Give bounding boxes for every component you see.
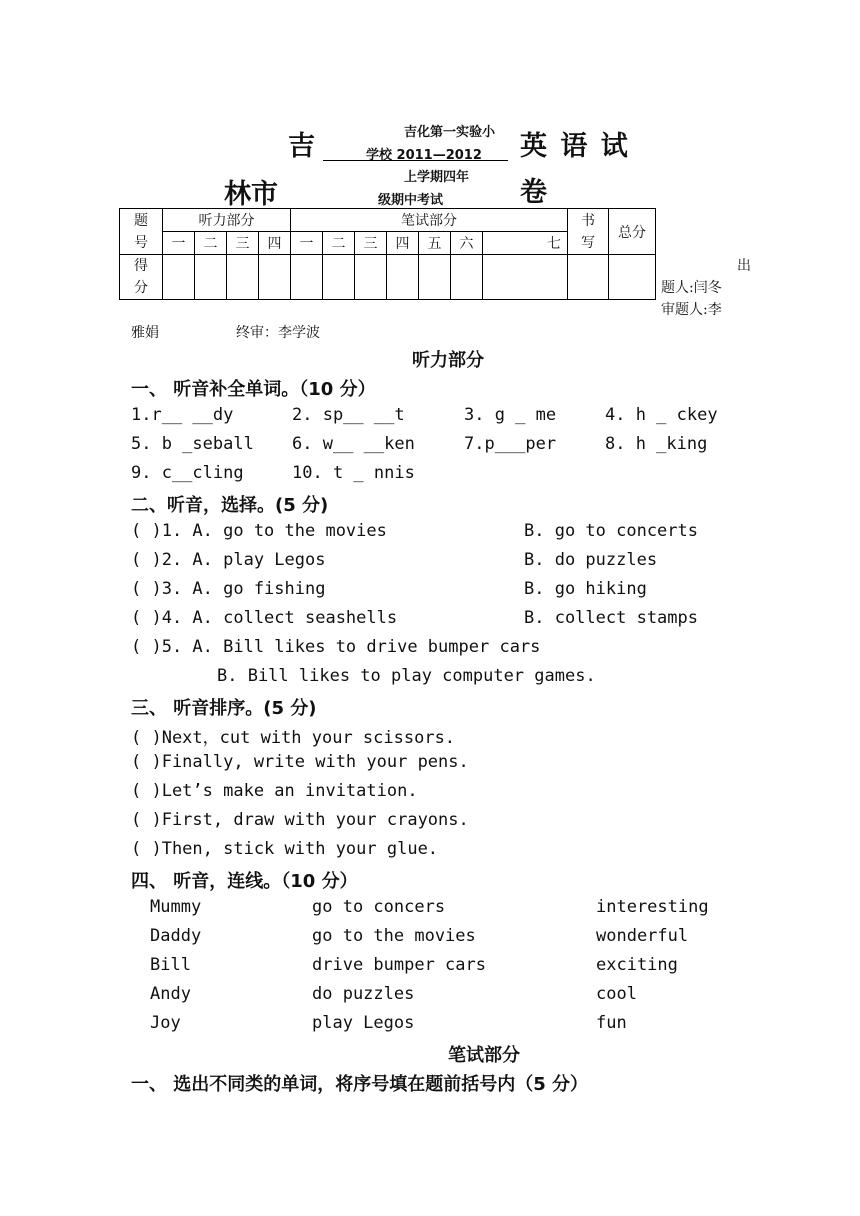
title-school-line2: 学校 2011—2012: [366, 148, 482, 163]
staff-tiren: 题人:闫冬: [661, 280, 722, 296]
score-col-bishi-3: 三: [355, 232, 387, 255]
score-col-tingli-2: 二: [195, 232, 227, 255]
score-col-bishi-1: 一: [291, 232, 323, 255]
score-cell: [323, 255, 355, 300]
score-cell: [195, 255, 227, 300]
part1-item-7: 7.p___per: [464, 434, 557, 454]
part4-adjective: cool: [596, 984, 637, 1004]
part3-heading: 三、 听音排序。(5 分): [131, 698, 317, 719]
listening-section-title: 听力部分: [412, 350, 484, 371]
part4-activity: drive bumper cars: [312, 955, 486, 975]
score-cell: [163, 255, 195, 300]
part2-heading: 二、听音，选择。(5 分): [131, 495, 329, 516]
part1-item-8: 8. h _king: [605, 434, 708, 454]
part2-item-5-b: B. Bill likes to play computer games.: [217, 666, 596, 686]
part3-item-4: ( )First, draw with your crayons.: [131, 810, 469, 830]
title-ji: 吉: [288, 131, 315, 162]
part4-adjective: interesting: [596, 897, 709, 917]
score-table-tihao: 题 号: [120, 209, 163, 255]
title-school-line1: 吉化第一实验小: [404, 125, 496, 140]
part2-item-5-a: ( )5. A. Bill likes to drive bumper cars: [131, 637, 541, 657]
score-cell: [483, 255, 568, 300]
part3-item-1: ( )Next，cut with your scissors.: [131, 728, 456, 748]
part3-item-5: ( )Then, stick with your glue.: [131, 839, 439, 859]
score-col-bishi-2: 二: [323, 232, 355, 255]
score-cell: [227, 255, 259, 300]
part4-heading: 四、 听音，连线。（10 分）: [131, 871, 358, 892]
part1-item-2: 2. sp__ __t: [292, 405, 405, 425]
part1-item-1: 1.r__ __dy: [131, 405, 234, 425]
part1-item-10: 10. t _ nnis: [292, 463, 415, 483]
part1-item-4: 4. h _ ckey: [605, 405, 718, 425]
title-school-line3: 上学期四年: [404, 170, 470, 185]
score-cell: [568, 255, 609, 300]
score-table: [119, 208, 656, 300]
title-yingyushi: 英 语 试: [520, 131, 630, 162]
part3-item-2: ( )Finally, write with your pens.: [131, 752, 469, 772]
score-col-bishi-7: 七: [483, 232, 568, 255]
part1-item-3: 3. g _ me: [464, 405, 557, 425]
part2-item-4-a: ( )4. A. collect seashells: [131, 608, 398, 628]
part2-item-3-b: B. go hiking: [524, 579, 647, 599]
part4-activity: play Legos: [312, 1013, 415, 1033]
score-table-shuxie: 书 写: [568, 209, 609, 255]
part2-item-2-b: B. do puzzles: [524, 550, 658, 570]
score-cell: [291, 255, 323, 300]
score-cell: [609, 255, 656, 300]
score-cell: [451, 255, 483, 300]
part4-activity: do puzzles: [312, 984, 415, 1004]
part2-item-3-a: ( )3. A. go fishing: [131, 579, 326, 599]
part2-item-4-b: B. collect stamps: [524, 608, 698, 628]
score-col-bishi-6: 六: [451, 232, 483, 255]
score-col-tingli-1: 一: [163, 232, 195, 255]
part4-adjective: fun: [596, 1013, 627, 1033]
part3-item-3: ( )Let’s make an invitation.: [131, 781, 418, 801]
score-table-zongfen: 总分: [609, 209, 656, 255]
score-table-bishi-header: 笔试部分: [291, 209, 568, 232]
part4-person: Joy: [150, 1013, 181, 1033]
part4-adjective: wonderful: [596, 926, 689, 946]
title-juan: 卷: [520, 177, 547, 208]
score-cell: [355, 255, 387, 300]
writing-section-title: 笔试部分: [448, 1045, 520, 1066]
part4-person: Andy: [150, 984, 191, 1004]
staff-chu: 出: [737, 258, 751, 274]
score-cell: [259, 255, 291, 300]
score-col-tingli-4: 四: [259, 232, 291, 255]
score-col-bishi-5: 五: [419, 232, 451, 255]
part1-item-6: 6. w__ __ken: [292, 434, 415, 454]
part1-item-9: 9. c__cling: [131, 463, 244, 483]
part4-person: Bill: [150, 955, 191, 975]
score-table-tingli-header: 听力部分: [163, 209, 291, 232]
score-col-bishi-4: 四: [387, 232, 419, 255]
part2-item-1-a: ( )1. A. go to the movies: [131, 521, 387, 541]
part2-item-1-b: B. go to concerts: [524, 521, 698, 541]
staff-yajuan: 雅娟: [131, 325, 159, 341]
score-cell: [419, 255, 451, 300]
title-school-line4: 级期中考试: [378, 193, 444, 208]
part4-adjective: exciting: [596, 955, 678, 975]
title-linshi: 林市: [224, 179, 278, 210]
score-cell: [387, 255, 419, 300]
writing-part1-heading: 一、 选出不同类的单词，将序号填在题前括号内（5 分）: [131, 1074, 589, 1095]
part1-item-5: 5. b _seball: [131, 434, 254, 454]
staff-shenti: 审题人:李: [661, 302, 722, 318]
part4-activity: go to concers: [312, 897, 446, 917]
part1-heading: 一、 听音补全单词。（10 分）: [131, 379, 376, 400]
staff-zhongshen: 终审：李学波: [236, 325, 320, 341]
part4-activity: go to the movies: [312, 926, 476, 946]
score-table-defen: 得 分: [120, 255, 163, 300]
part4-person: Daddy: [150, 926, 202, 946]
score-col-tingli-3: 三: [227, 232, 259, 255]
part4-person: Mummy: [150, 897, 202, 917]
part2-item-2-a: ( )2. A. play Legos: [131, 550, 326, 570]
